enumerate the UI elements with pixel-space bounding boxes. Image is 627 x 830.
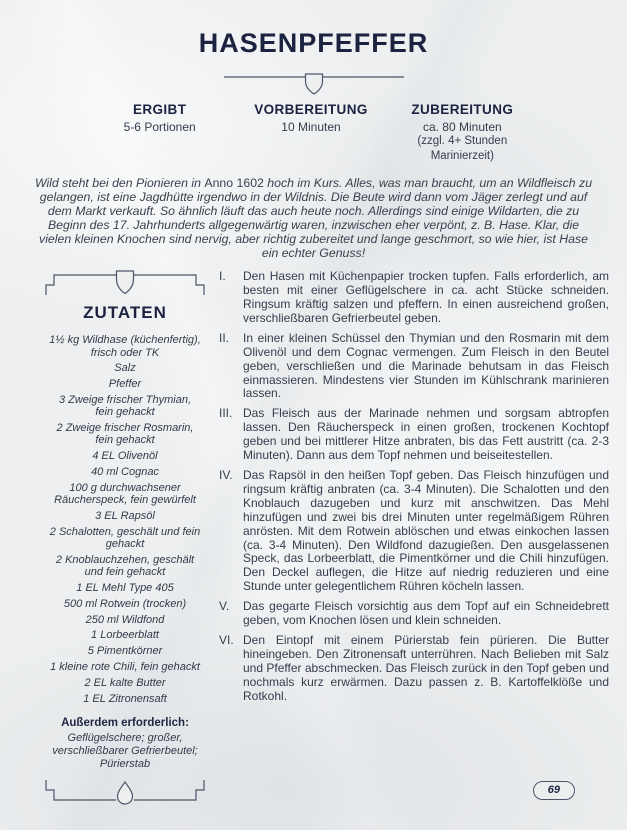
meta-value-secondary: (zzgl. 4+ Stunden Marinierzeit) <box>417 135 508 162</box>
step-text: In einer kleinen Schüssel den Thymian und den Rosmarin mit dem Olivenöl und dem Cognac vermengen. Zum Fleisch in den Beutel geben, verschließen und die Marinade behutsam in das Fleisch einmassieren. Mindestens vier Stunden im Kühlschrank marinieren lassen. <box>243 330 609 401</box>
ingredient-item: 2 EL kalte Butter <box>84 676 166 689</box>
instruction-step <box>219 469 609 594</box>
title-divider-shield-icon <box>224 72 404 96</box>
step-numeral: V. <box>219 599 230 614</box>
step-text: Den Eintopf mit einem Pürierstab fein pürieren. Die Butter hineingeben. Den Zitronensaft unterrühren. Nach Belieben mit Salz und Pfeffer abschmecken. Das Fleisch zurück in den Topf geben und nochmals kurz erwärmen. Dazu passen z. B. Kartoffelklöße und Rotkohl. <box>243 632 609 703</box>
page-number: 69 <box>547 784 560 796</box>
equipment-heading: Außerdem erforderlich: <box>61 717 189 730</box>
ingredient-item: 40 ml Cognac <box>91 466 159 479</box>
ingredient-item: 2 Knoblauchzehen, geschält und fein gehackt <box>55 553 195 579</box>
instruction-step <box>219 600 609 628</box>
ingredient-item: 3 EL Rapsöl <box>95 509 155 522</box>
ingredient-item: 5 Pimentkörner <box>87 645 163 658</box>
meta-column <box>84 102 235 163</box>
meta-value: 10 Minuten <box>281 120 341 134</box>
step-numeral: IV. <box>219 468 233 483</box>
ingredient-item: 1½ kg Wildhase (küchenfertig), frisch oder TK <box>49 334 201 359</box>
meta-label: VORBEREITUNG <box>254 102 368 117</box>
intro-text-part1: Wild steht bei den Pionieren in <box>34 176 205 191</box>
instruction-step <box>219 332 609 402</box>
bracket-bottom-drop-icon <box>45 778 205 810</box>
recipe-body <box>45 267 627 810</box>
instruction-step <box>219 634 609 704</box>
ingredient-item: 1 Lorbeerblatt <box>91 629 159 642</box>
ingredient-item: 1 EL Mehl Type 405 <box>76 582 174 595</box>
ingredients-panel <box>45 267 205 810</box>
instruction-step <box>219 270 609 326</box>
ingredient-item: 500 ml Rotwein (trocken) <box>63 597 187 610</box>
intro-paragraph <box>31 176 597 260</box>
ingredient-item: 3 Zweige frischer Thymian, fein gehackt <box>58 393 192 419</box>
step-numeral: I. <box>219 269 226 284</box>
recipe-meta-row <box>84 102 538 163</box>
recipe-page <box>0 30 627 830</box>
step-numeral: III. <box>219 406 233 421</box>
ingredient-item: Salz <box>114 362 136 375</box>
ingredient-item: 2 Schalotten, geschält und fein gehackt <box>49 525 201 551</box>
page-number-badge <box>533 781 575 800</box>
meta-column <box>235 102 386 163</box>
ingredient-item: 250 ml Wildfond <box>85 613 165 626</box>
ingredients-list <box>45 334 205 705</box>
step-text: Das Rapsöl in den heißen Topf geben. Das Fleisch hinzufügen und ringsum kräftig anbraten (ca. 3-4 Minuten). Die Schalotten und den Knoblauch dazugeben und kurz mit anschwitzen. Das Mehl hinzufügen und zwei bis drei Minuten unter regelmäßigem Rühren anrösten. Mit dem Rotwein ablöschen und etwas einkochen lassen (ca. 3-4 Minuten). Den Wildfond dazugießen. Den ausgelassenen Speck, das Lorbeerblatt, die Pimentkörner und die Chili hinzufügen. Den Deckel auflegen, die Hitze auf niedrig reduzieren und eine Stunde unter gelegentlichem Rühren köcheln lassen. <box>243 468 609 594</box>
meta-label: ERGIBT <box>132 102 187 117</box>
bracket-top-shield-icon <box>45 267 205 297</box>
step-numeral: II. <box>219 330 230 345</box>
step-text: Das gegarte Fleisch vorsichtig aus dem Topf auf ein Schneidebrett geben, vom Knochen lösen und klein schneiden. <box>243 599 609 628</box>
meta-label: ZUBEREITUNG <box>411 102 514 117</box>
instruction-step <box>219 407 609 463</box>
recipe-header <box>0 30 627 163</box>
meta-column <box>387 102 538 163</box>
ingredient-item: 100 g durchwachsener Räucherspeck, fein gewürfelt <box>54 481 196 507</box>
ingredient-item: Pfeffer <box>108 378 142 391</box>
ingredient-item: 4 EL Olivenöl <box>92 450 158 463</box>
ingredient-item: 1 kleine rote Chili, fein gehackt <box>50 661 200 674</box>
step-text: Das Fleisch aus der Marinade nehmen und sorgsam abtropfen lassen. Den Räucherspeck in einen großen, trockenen Kochtopf geben und bei mittlerer Hitze anbraten, bis das Fett austritt (ca. 2-3 Minuten). Dann aus dem Topf nehmen und beiseitestellen. <box>243 406 609 463</box>
meta-value: ca. 80 Minuten <box>422 120 502 134</box>
intro-game-name: Anno 1602 <box>204 176 264 191</box>
step-text: Den Hasen mit Küchenpapier trocken tupfen. Falls erforderlich, am besten mit einer Geflügelschere in ca. acht Stücke schneiden. Ringsum kräftig salzen und pfeffern. In einen ausreichend großen, verschließbaren Gefrierbeutel geben. <box>243 269 609 325</box>
instructions-list <box>219 267 609 810</box>
ingredient-item: 2 Zweige frischer Rosmarin, fein gehackt <box>56 422 194 447</box>
equipment-list: Geflügelschere; großer, verschließbarer Gefrierbeutel; Pürierstab <box>52 732 198 770</box>
ingredients-heading: ZUTATEN <box>83 303 167 323</box>
meta-value: 5-6 Portionen <box>123 120 196 134</box>
intro-text-part2: hoch im Kurs. Alles, was man braucht, um an Wildfleisch zu gelangen, ist eine Jagdhütte irgendwo in der Wildnis. Die Beute wird dann vom Jäger zerlegt und auf dem Markt verkauft. So ähnlich läuft das auch heute noch. Allerdings sind einige Wildarten, die zu Beginn des 17. Jahrhunderts allgegenwärtig waren, inzwischen eher verpönt, z. B. Hase. Klar, die vielen kleinen Knochen sind nervig, aber richtig zubereitet und lange geschmort, so wie hier, ist Hase ein echter Genuss! <box>39 176 593 261</box>
page-title: HASENPFEFFER <box>198 28 429 58</box>
step-numeral: VI. <box>219 632 234 647</box>
ingredient-item: 1 EL Zitronensaft <box>83 692 167 705</box>
